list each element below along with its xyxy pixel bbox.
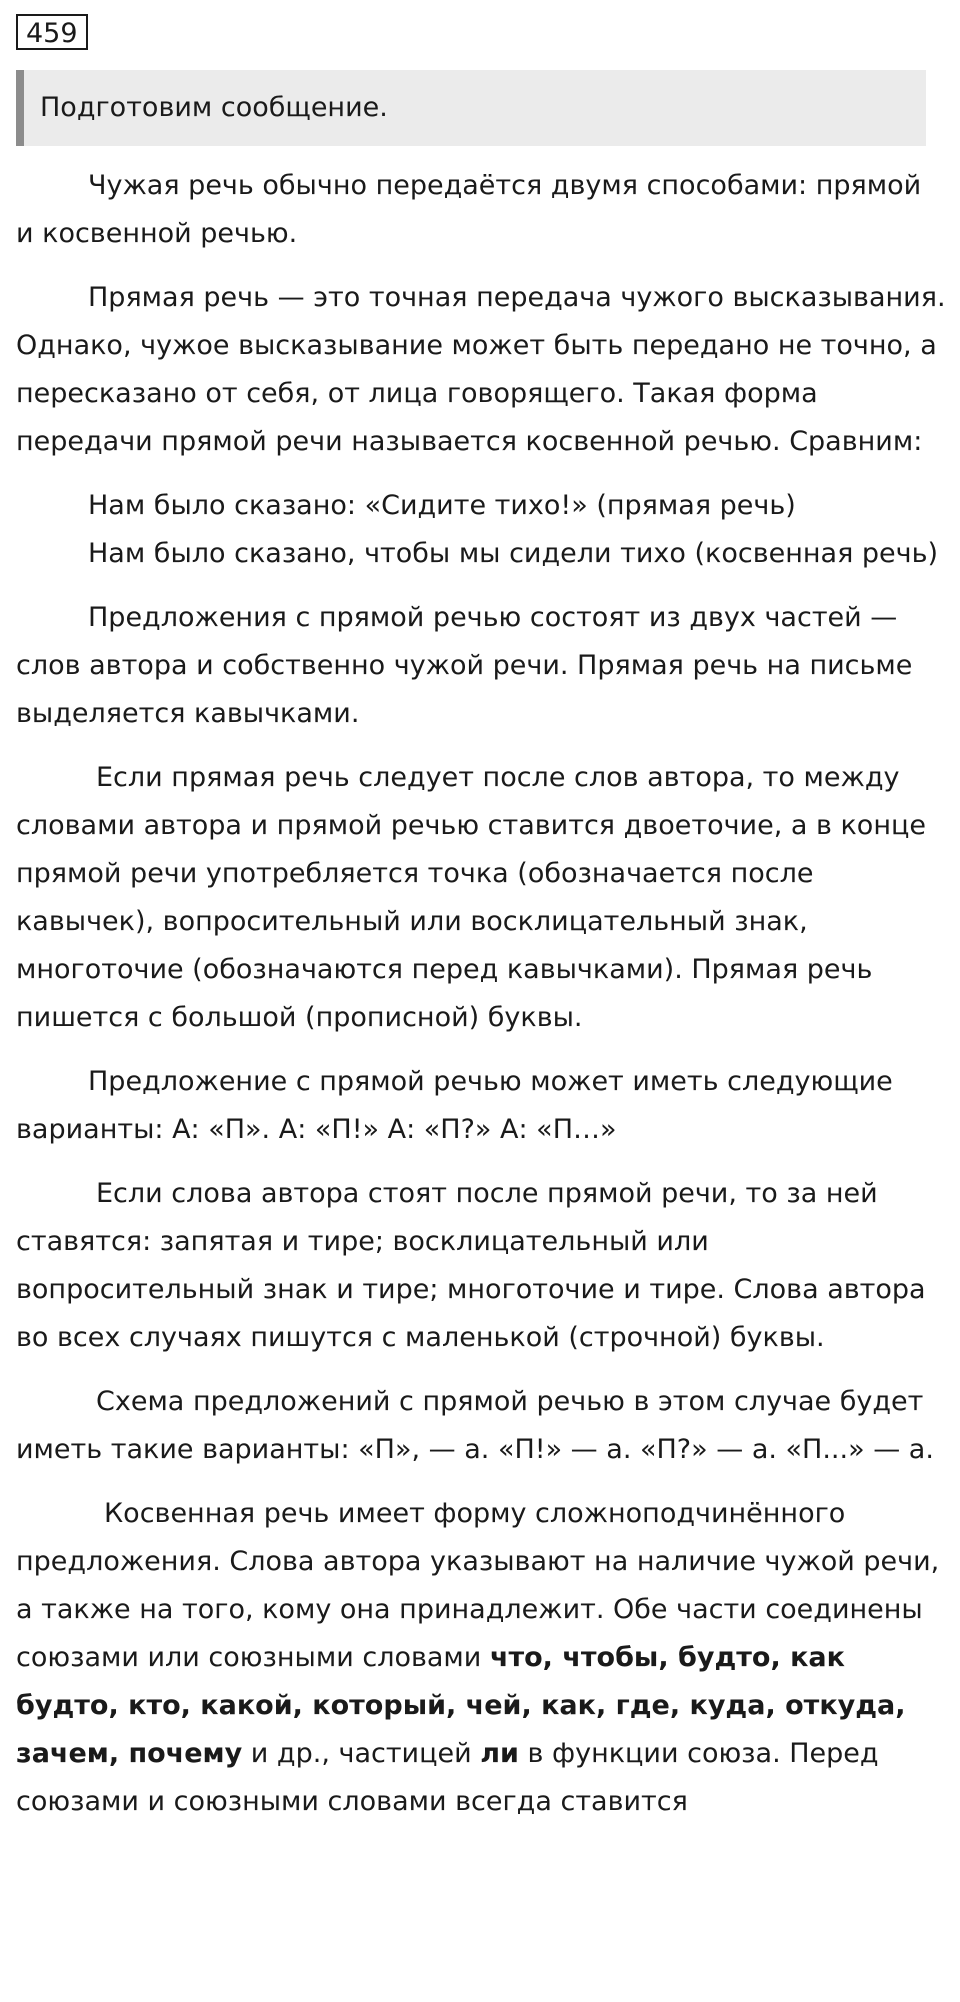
paragraph-2: Прямая речь — это точная передача чужого высказывания. Однако, чужое высказывание может быть передано не точно, а пересказано от себя, от лица говорящего. Такая форма передачи прямой речи называется косвенной речью. Сравним:: [16, 282, 946, 457]
banner-heading: Подготовим сообщение.: [16, 70, 926, 146]
paragraph-6: Если прямая речь следует после слов автора, то между словами автора и прямой речью ставится двоеточие, а в конце прямой речи употребляется точка (обозначается после кавычек), вопросительный или восклицательный знак, многоточие (обозначаются перед кавычками). Прямая речь пишется с большой (прописной) буквы.: [16, 762, 926, 1033]
paragraph-8: Если слова автора стоят после прямой речи, то за ней ставятся: запятая и тире; восклицательный или вопросительный знак и тире; многоточие и тире. Слова автора во всех случаях пишутся с маленькой (строчной) буквы.: [16, 1178, 926, 1353]
paragraph-9: Схема предложений с прямой речью в этом случае будет иметь такие варианты: «П», — а. «П!» — а. «П?» — а. «П...» — а.: [16, 1386, 934, 1465]
conjunction-list: что, чтобы, будто, как будто, кто, какой, который, чей, как, где, куда, откуда, зачем, почему: [16, 1642, 906, 1769]
paragraph-5: Предложения с прямой речью состоят из двух частей — слов автора и собственно чужой речи. Прямая речь на письме выделяется кавычками.: [16, 602, 913, 729]
example-indirect-speech: Нам было сказано, чтобы мы сидели тихо (косвенная речь): [88, 538, 939, 569]
particle-li: ли: [480, 1738, 519, 1769]
example-direct-speech: Нам было сказано: «Сидите тихо!» (прямая речь): [88, 490, 796, 521]
paragraph-10: [16, 1490, 946, 1826]
task-number: 459: [16, 14, 88, 50]
paragraph-1: Чужая речь обычно передаётся двумя способами: прямой и косвенной речью.: [16, 170, 922, 249]
paragraph-10-text-3: в функции союза. Перед союзами и союзными словами всегда ставится: [16, 1738, 879, 1817]
paragraph-7: Предложение с прямой речью может иметь следующие варианты: А: «П». А: «П!» А: «П?» А: «П…»: [16, 1066, 893, 1145]
article-body: [16, 162, 946, 1842]
paragraph-10-text-2: и др., частицей: [242, 1738, 481, 1769]
paragraph-10-text-1: Косвенная речь имеет форму сложноподчинённого предложения. Слова автора указывают на наличие чужой речи, а также на того, кому она принадлежит. Обе части соединены союзами или союзными словами: [16, 1498, 940, 1673]
